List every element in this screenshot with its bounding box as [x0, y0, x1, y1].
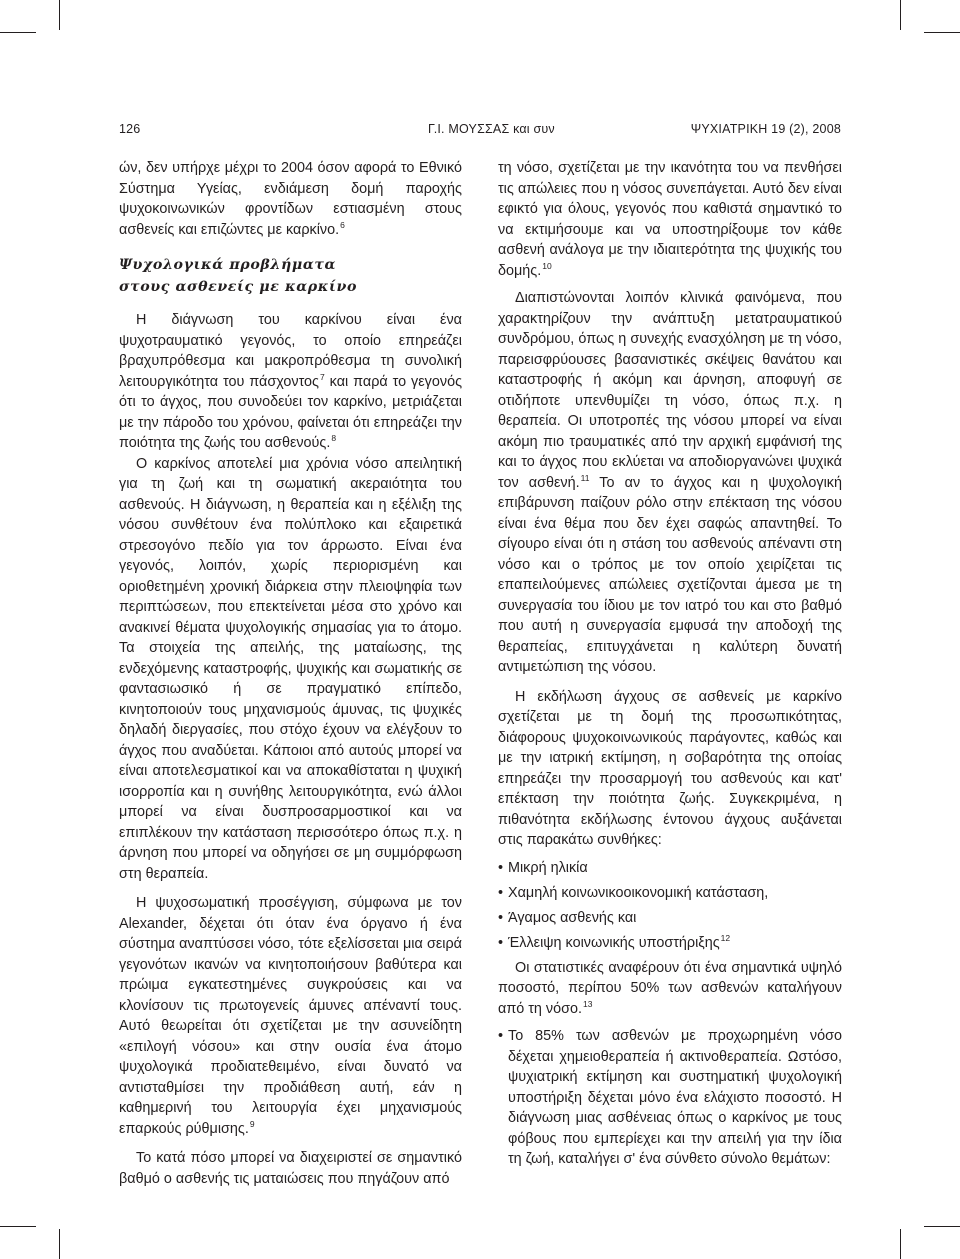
list-item: • Άγαμος ασθενής και [498, 908, 842, 929]
reference-superscript: 9 [249, 1118, 255, 1129]
crop-mark [924, 1226, 960, 1227]
crop-mark [0, 32, 36, 33]
right-column [498, 158, 842, 1170]
reference-superscript: 7 [320, 371, 325, 382]
paragraph: τη νόσο, σχετίζεται με την ικανότητα του να πενθήσει τις απώλειες που η νόσος συνεπάγεται. Αυτό δεν είναι εφικτό για όλους, γεγονός που καθιστά σημαντικό το να εκτιμήσουμε και να υποστηρίξουμε τον κάθε ασθενή ανάλογα με την ιδιαιτερότητα της ψυχικής του δομής.$^{10}$ [498, 160, 842, 279]
crop-mark [900, 0, 901, 30]
paragraph: Οι στατιστικές αναφέρουν ότι ένα σημαντικά υψηλό ποσοστό, περίπου 50% των ασθενών καταλήγουν από τη νόσο.$^{13}$ [498, 959, 842, 1017]
reference-superscript: 10 [542, 260, 552, 271]
paragraph: ών, δεν υπήρχε μέχρι το 2004 όσον αφορά το Εθνικό Σύστημα Υγείας, ενδιάμεση δομή παροχής ψυχοκοινωνικών φροντίδων εστιασμένη στους ασθενείς και επιζώντες με καρκίνο.$^6$ [119, 160, 462, 238]
crop-mark [924, 32, 960, 33]
reference-superscript: 12 [720, 932, 731, 943]
paragraph: Η διάγνωση του καρκίνου είναι ένα ψυχοτραυματικό γεγονός, το οποίο επηρεάζει βραχυπρόθεσμα και μακροπρόθεσμα τη συνολική λειτουργικότητα του πάσχοντος$^7$ και παρά το γεγονός ότι το άγχος, που συνοδεύει τον καρκίνο, μετριάζεται με την πάροδο του χρόνου, φαίνεται ότι επηρεάζει την ποιότητα της ζωής του ασθενούς.$^8$ [119, 312, 463, 451]
paragraph: Διαπιστώνονται λοιπόν κλινικά φαινόμενα, που χαρακτηρίζουν την ανάπτυξη μετατραυματικού συνδρόμου, όπως η συνεχής ενασχόληση με τη νόσο, παρεισφρύουσες βασανιστικές σκέψεις θανάτου και καταστροφής ή ακόμη και άρνηση, αποφυγή σε οτιδήποτε υπενθυμίζει τη νόσο, όπως π.χ. η θεραπεία. Οι υποτροπές της νόσου μπορεί να είναι ακόμη πιο τραυματικές από την αρχική εμφάνισή της και το άγχος που εκλύεται να αποδιοργανώνει ψυχικά τον ασθενή.$^{11}$ Το αν το άγχος και η ψυχολογική επιβάρυνση παίζουν ρόλο στην επέκταση της νόσου είναι ένα θέμα που δεν έχει σαφώς απαντηθεί. Το σίγουρο είναι ότι η στάση του ασθενούς απέναντι στη νόσο και ο τρόπος με τον οποίο χειρίζεται τις επαπειλούμενες απώλειες σχετίζονται άμεσα με τη συνεργασία του ίδιου με τον ιατρό του και στο βαθμό που αυτή η συνεργασία εμφυσά την αποδοχή της θεραπείας, επιτυγχάνεται η καλύτερη δυνατή αντιμετώπιση της νόσου. [498, 290, 842, 675]
list-item: • Το 85% των ασθενών με προχωρημένη νόσο δέχεται χημειοθεραπεία ή ακτινοθεραπεία. Ωστόσο, ψυχιατρική εκτίμηση και συστηματική ψυχολογική υποστήριξη δέχεται μόνο ένα ελάχιστο ποσοστό. Η διάγνωση μιας ασθένειας όπως ο καρκίνος με τους φόβους που εμπερίεχει και την απειλή για την ίδια τη ζωή, καταλήγει σ' ένα σύνθετο σύνολο θεμάτων: [498, 1026, 842, 1170]
reference-superscript: 13 [583, 998, 593, 1009]
page-number: 126 [119, 122, 141, 136]
running-header [119, 122, 841, 140]
paragraph: Η ψυχοσωματική προσέγγιση, σύμφωνα με τον Alexander, δέχεται ότι όταν ένα όργανο ή ένα σύστημα αναπτύσσει νόσο, τότε εξελίσσεται μια σειρά γεγονότων ικανών να κινητοποιήσουν βαθύτερα και πρώιμα εγκατεστημένες συγκρούσεις και να κλονίσουν τις πρωτογενείς άμυνες απέναντί τους. Αυτό θεωρείται ότι σχετίζεται με την ασυνείδητη «επιλογή νόσου» και στην ουσία ένα άτομο ψυχολογικά προδιατεθειμένο, είναι δυνατό να αντισταθμίσει την προδιάθεση αυτή, εάν η καθημερινή του λειτουργία έχει μηχανισμούς επαρκούς ρύθμισης.$^9$ [119, 895, 462, 1137]
reference-superscript: 8 [331, 433, 337, 443]
journal-citation: ΨΥΧΙΑΤΡΙΚΗ 19 (2), 2008 [690, 122, 841, 136]
running-authors: Γ.Ι. ΜΟΥΣΣΑΣ και συν [428, 122, 555, 136]
reference-superscript: 6 [340, 219, 345, 230]
crop-mark [59, 0, 60, 30]
risk-factor-list [498, 858, 842, 954]
paragraph: Ο καρκίνος αποτελεί μια χρόνια νόσο απειλητική για τη ζωή και τη σωματική ακεραιότητα του ασθενούς. Η διάγνωση, η θεραπεία και η εξέλιξη της νόσου συνθέτουν ένα πολύπλοκο και εξαιρετικά στρεσογόνο πεδίο για τον άρρωστο. Είναι ένα γεγονός, λοιπόν, χωρίς περιορισμένη και οριοθετημένη χρονική διάρκεια στην πλειοψηφία των περιπτώσεων, που επεκτείνεται μέσα στο χρόνο και ανακινεί θέματα ψυχολογικής σημασίας για το άτομο. Τα στοιχεία της απειλής, της ματαίωσης, της ενδεχόμενης καταστροφής, ψυχικής και σωματικής σε φαντασιωσικό ή σε πραγματικό επίπεδο, κινητοποιούν τους μηχανισμούς άμυνας, τις ψυχικές δηλαδή διεργασίες, που στόχο έχουν να ελέγξουν το άγχος που αναδύεται. Κάποιοι από αυτούς μπορεί να είναι αποτελεσματικοί και να αποκαθίσταται η ψυχική ισορροπία και η συνήθης λειτουργικότητα, ενώ άλλοι μπορεί να είναι δυσπροσαρμοστικοί και να επιπλέκουν την κατάσταση περισσότερο όπως π.χ. η άρνηση που μπορεί να οδηγήσει σε μη συμμόρφωση στη θεραπεία. [119, 455, 462, 882]
list-item: • Μικρή ηλικία [498, 858, 842, 879]
crop-mark [0, 1226, 36, 1227]
bullet-list [498, 1026, 842, 1170]
crop-mark [900, 1229, 901, 1259]
list-item: • Έλλειψη κοινωνικής υποστήριξης$^{12}$ [498, 933, 842, 954]
crop-mark [59, 1229, 60, 1259]
reference-superscript: 11 [580, 472, 590, 483]
paragraph: Η εκδήλωση άγχους σε ασθενείς με καρκίνο σχετίζεται με τη δομή της προσωπικότητας, διάφορους ψυχοκοινωνικούς παράγοντες, καθώς και με την ιατρική εκτίμηση, η σοβαρότητα της οποίας επηρεάζει την προσαρμογή του ασθενούς και κατ' επέκταση την ποιότητα ζωής. Συγκεκριμένα, η πιθανότητα εκδήλωσης έντονου άγχους αυξάνεται στις παρακάτω συνθήκες: [498, 688, 842, 848]
section-heading: Ψυχολογικά προβλήματα στους ασθενείς με καρκίνο [119, 257, 358, 295]
paragraph: Το κατά πόσο μπορεί να διαχειριστεί σε σημαντικό βαθμό ο ασθενής τις ματαιώσεις που πηγάζουν από [119, 1150, 462, 1187]
list-item: • Χαμηλή κοινωνικοοικονομική κατάσταση, [498, 883, 842, 904]
left-column [119, 158, 462, 1189]
